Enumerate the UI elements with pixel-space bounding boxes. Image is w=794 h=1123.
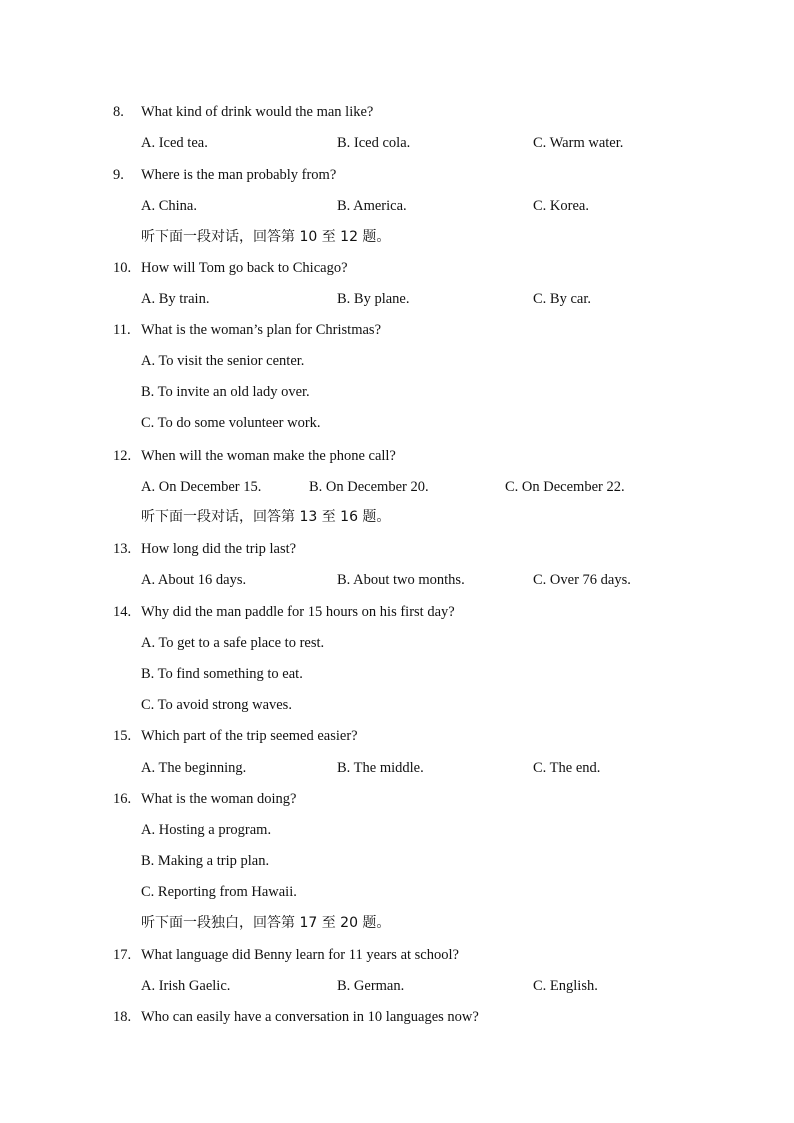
option-a: A. Iced tea. bbox=[141, 135, 208, 151]
question-text: What is the woman doing? bbox=[141, 791, 297, 807]
question-number: 10. bbox=[113, 260, 132, 276]
option-a: A. Irish Gaelic. bbox=[141, 978, 231, 994]
question-number: 11. bbox=[113, 322, 131, 338]
question-text: What is the woman’s plan for Christmas? bbox=[141, 322, 382, 338]
question-number: 17. bbox=[113, 947, 132, 963]
option-text: A. To visit the senior center. bbox=[141, 353, 305, 369]
question bbox=[0, 602, 794, 622]
options-row bbox=[0, 758, 794, 778]
section-instruction bbox=[0, 913, 794, 933]
question-number: 18. bbox=[113, 1009, 132, 1025]
question-number: 15. bbox=[113, 728, 132, 744]
question-text: Which part of the trip seemed easier? bbox=[141, 728, 358, 744]
options-row bbox=[0, 976, 794, 996]
question bbox=[0, 945, 794, 965]
option-text: B. To invite an old lady over. bbox=[141, 384, 310, 400]
question-number: 8. bbox=[113, 104, 124, 120]
question-text: What kind of drink would the man like? bbox=[141, 104, 374, 120]
question-text: Who can easily have a conversation in 10 languages now? bbox=[141, 1009, 479, 1025]
question bbox=[0, 258, 794, 278]
option-c: C. By car. bbox=[533, 291, 591, 307]
question-text: When will the woman make the phone call? bbox=[141, 448, 396, 464]
option-b: B. The middle. bbox=[337, 760, 424, 776]
option bbox=[0, 820, 794, 840]
option bbox=[0, 413, 794, 433]
options-row bbox=[0, 570, 794, 590]
option bbox=[0, 382, 794, 402]
option-c: C. Warm water. bbox=[533, 135, 624, 151]
section-text: 听下面一段对话，回答第 13 至 16 题。 bbox=[141, 509, 391, 525]
question-number: 16. bbox=[113, 791, 132, 807]
question bbox=[0, 726, 794, 746]
question-text: How will Tom go back to Chicago? bbox=[141, 260, 348, 276]
option-a: A. China. bbox=[141, 198, 197, 214]
section-text: 听下面一段对话，回答第 10 至 12 题。 bbox=[141, 229, 391, 245]
option-text: C. To avoid strong waves. bbox=[141, 697, 292, 713]
question-number: 14. bbox=[113, 604, 132, 620]
option-c: C. Korea. bbox=[533, 198, 589, 214]
question-text: Where is the man probably from? bbox=[141, 167, 337, 183]
option bbox=[0, 882, 794, 902]
question-number: 12. bbox=[113, 448, 132, 464]
option-text: A. Hosting a program. bbox=[141, 822, 272, 838]
options-row bbox=[0, 477, 794, 497]
option bbox=[0, 633, 794, 653]
options-row bbox=[0, 196, 794, 216]
option-b: B. America. bbox=[337, 198, 407, 214]
question-text: What language did Benny learn for 11 years at school? bbox=[141, 947, 459, 963]
option-b: B. German. bbox=[337, 978, 405, 994]
option-b: B. About two months. bbox=[337, 572, 465, 588]
section-text: 听下面一段独白，回答第 17 至 20 题。 bbox=[141, 915, 391, 931]
question bbox=[0, 102, 794, 122]
option-a: A. On December 15. bbox=[141, 479, 262, 495]
question-text: Why did the man paddle for 15 hours on his first day? bbox=[141, 604, 455, 620]
option-c: C. Over 76 days. bbox=[533, 572, 631, 588]
question bbox=[0, 1007, 794, 1027]
option-text: B. Making a trip plan. bbox=[141, 853, 270, 869]
option bbox=[0, 851, 794, 871]
option-b: B. On December 20. bbox=[309, 479, 429, 495]
question-number: 9. bbox=[113, 167, 124, 183]
question bbox=[0, 539, 794, 559]
option bbox=[0, 351, 794, 371]
option-c: C. On December 22. bbox=[505, 479, 625, 495]
option bbox=[0, 664, 794, 684]
options-row bbox=[0, 133, 794, 153]
option-a: A. About 16 days. bbox=[141, 572, 247, 588]
question bbox=[0, 446, 794, 466]
option bbox=[0, 695, 794, 715]
question bbox=[0, 789, 794, 809]
option-text: B. To find something to eat. bbox=[141, 666, 303, 682]
section-instruction bbox=[0, 227, 794, 247]
option-c: C. The end. bbox=[533, 760, 601, 776]
question-text: How long did the trip last? bbox=[141, 541, 297, 557]
option-text: C. Reporting from Hawaii. bbox=[141, 884, 297, 900]
option-b: B. By plane. bbox=[337, 291, 410, 307]
option-a: A. The beginning. bbox=[141, 760, 247, 776]
option-c: C. English. bbox=[533, 978, 598, 994]
option-b: B. Iced cola. bbox=[337, 135, 411, 151]
question-number: 13. bbox=[113, 541, 132, 557]
option-text: A. To get to a safe place to rest. bbox=[141, 635, 325, 651]
options-row bbox=[0, 289, 794, 309]
option-text: C. To do some volunteer work. bbox=[141, 415, 321, 431]
option-a: A. By train. bbox=[141, 291, 210, 307]
question bbox=[0, 320, 794, 340]
section-instruction bbox=[0, 507, 794, 527]
question bbox=[0, 165, 794, 185]
